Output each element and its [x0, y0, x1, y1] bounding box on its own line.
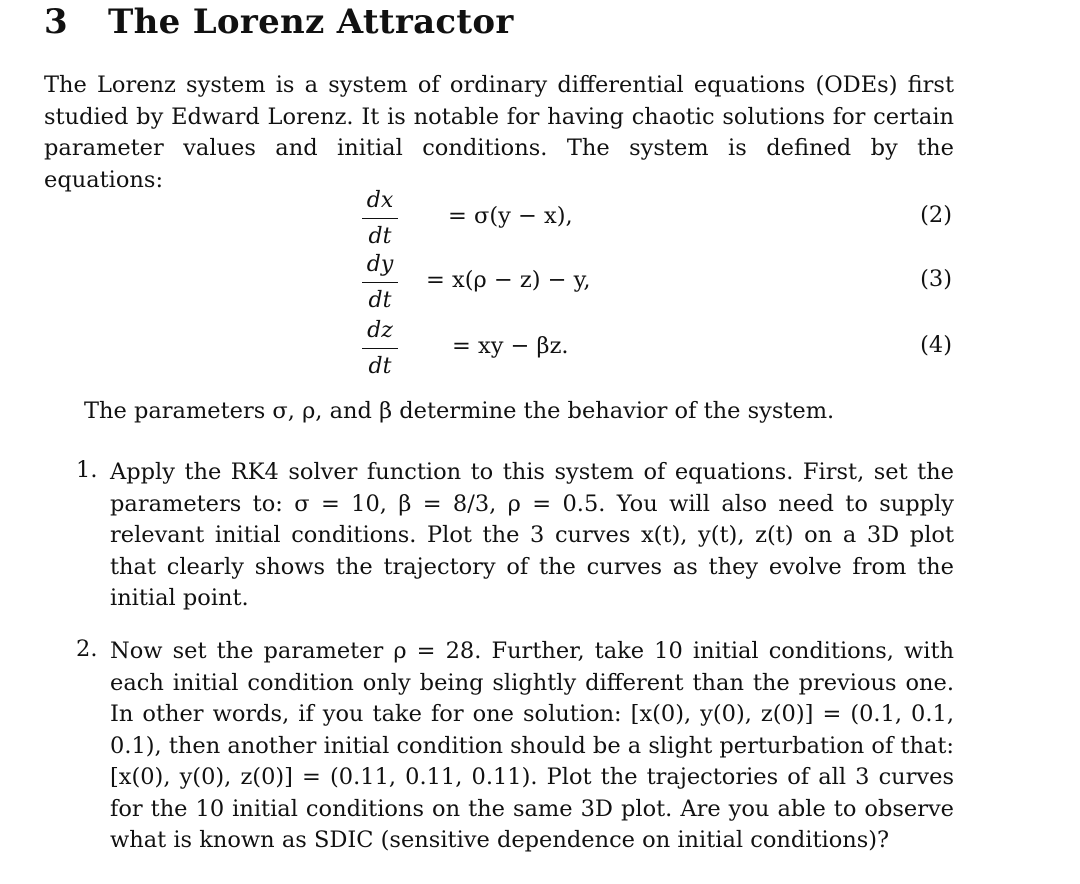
fraction-denominator: dt	[368, 288, 392, 313]
task-text: Now set the parameter ρ = 28. Further, take 10 initial conditions, with each initial condition only being slightly different than the previous one. In other words, if you take for one solution: [x(0), y(0), z(0)] = (0.1, 0.1, 0.1), then another initial condition should be a slight perturbation of that: [x(0), y(0), z(0)] = (0.11, 0.11, 0.11). Plot the trajectories of all 3 curves for the 10 initial conditions on the same 3D plot. Are you able to observe what is known as SDIC (sensitive dependence on initial conditions)?	[110, 638, 955, 853]
equation-rhs: = σ(y − x),	[448, 203, 573, 229]
fraction-bar	[362, 348, 398, 349]
equation-rhs: = xy − βz.	[452, 333, 569, 359]
fraction-bar	[362, 218, 398, 219]
fraction-denominator: dt	[368, 224, 392, 249]
equation-dy	[0, 252, 1080, 314]
task-item	[76, 457, 954, 615]
equation-dz	[0, 318, 1080, 380]
section-heading	[44, 2, 514, 42]
fraction-numerator: dy	[366, 252, 394, 277]
section-number: 3	[44, 2, 68, 42]
fraction-numerator: dz	[367, 318, 393, 343]
equation-dx	[0, 188, 1080, 250]
equation-number: (3)	[920, 266, 952, 292]
derivative-fraction	[360, 252, 400, 314]
parameters-note: The parameters σ, ρ, and β determine the behavior of the system.	[84, 398, 835, 424]
derivative-fraction	[360, 318, 400, 380]
fraction-bar	[362, 282, 398, 283]
task-text: Apply the RK4 solver function to this system of equations. First, set the parameters to: σ = 10, β = 8/3, ρ = 0.5. You will also need to supply relevant initial conditions. Plot the 3 curves x(t), y(t), z(t) on a 3D plot that clearly shows the trajectory of the curves as they evolve from the initial point.	[110, 459, 954, 611]
derivative-fraction	[360, 188, 400, 250]
fraction-numerator: dx	[366, 188, 394, 213]
section-title: The Lorenz Attractor	[108, 2, 514, 42]
equation-rhs: = x(ρ − z) − y,	[426, 267, 591, 293]
list-marker: 1.	[76, 457, 98, 483]
list-marker: 2.	[76, 636, 98, 662]
equation-number: (2)	[920, 202, 952, 228]
task-item	[76, 636, 954, 857]
fraction-denominator: dt	[368, 354, 392, 379]
equation-number: (4)	[920, 332, 952, 358]
intro-paragraph: The Lorenz system is a system of ordinary differential equations (ODEs) first studied by Edward Lorenz. It is notable for having chaotic solutions for certain parameter values and initial conditions. The system is defined by the equations:	[44, 72, 954, 193]
